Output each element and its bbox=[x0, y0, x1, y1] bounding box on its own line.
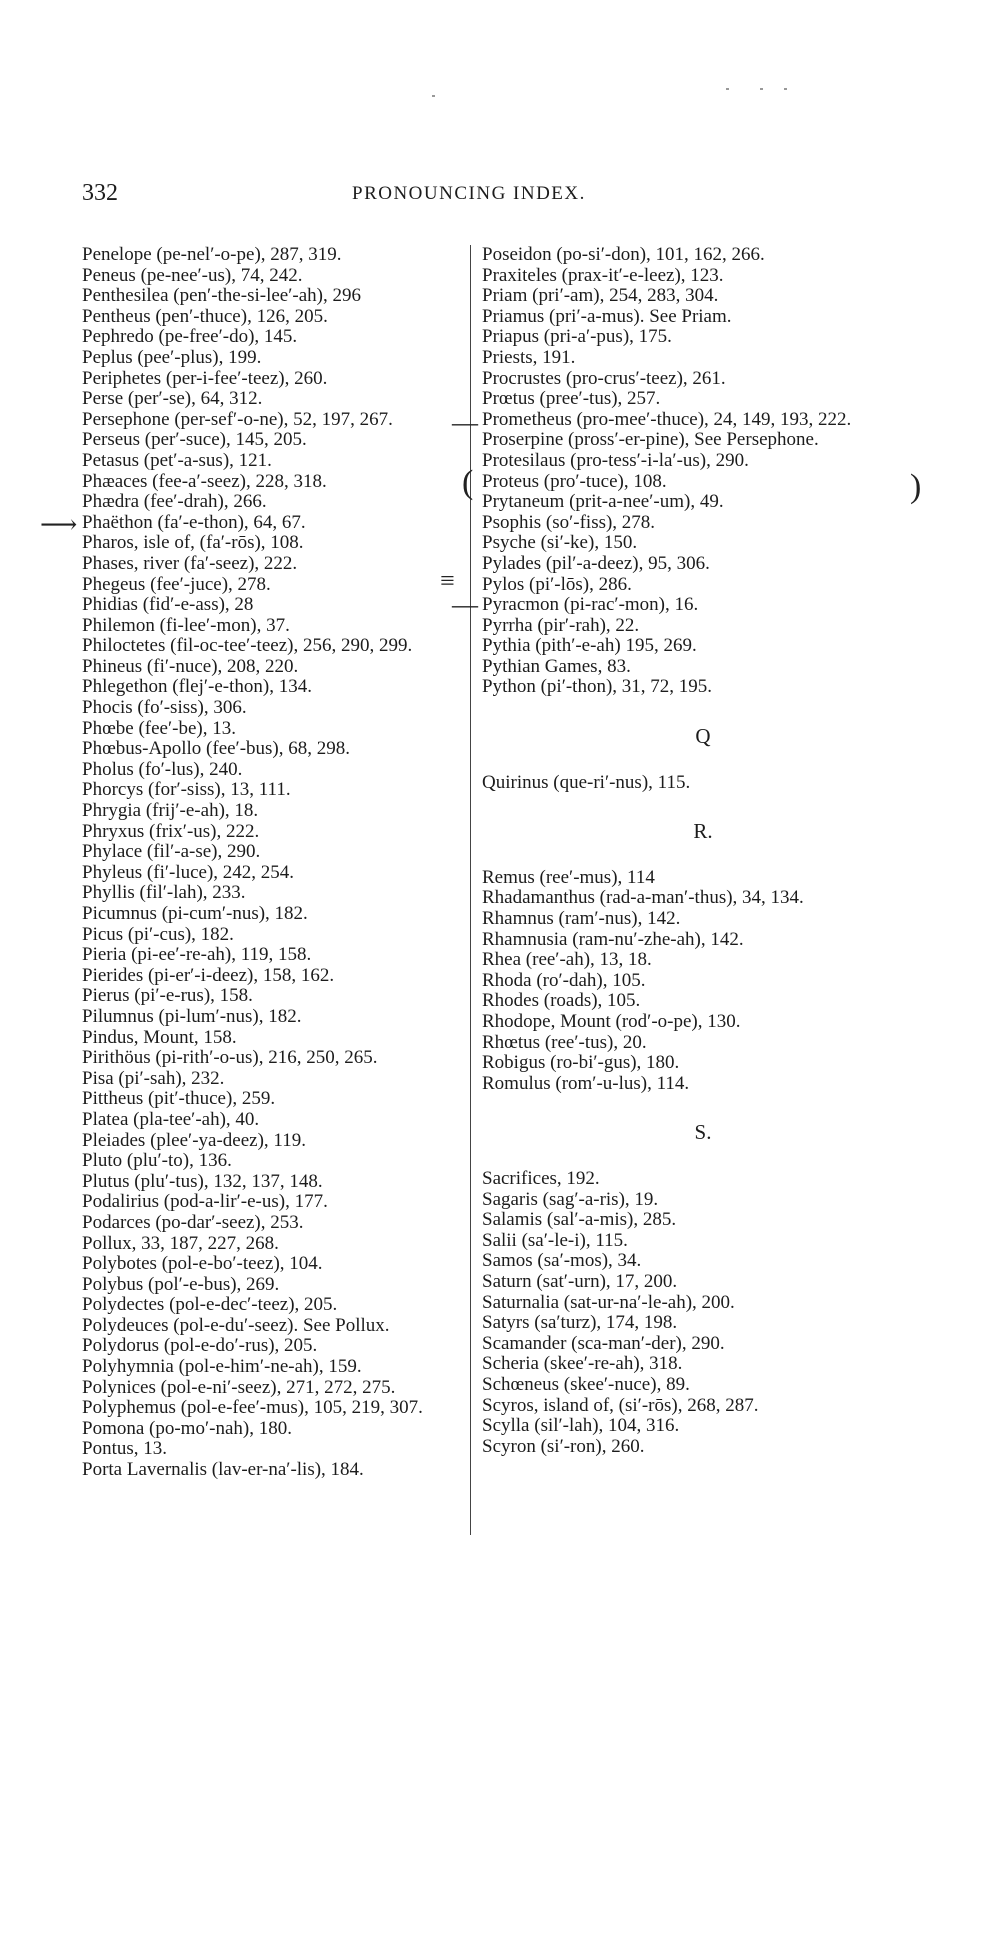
index-left-column bbox=[82, 245, 474, 1481]
index-entry: Phæaces (fee-a′-seez), 228, 318. bbox=[82, 470, 327, 492]
index-entry: Petasus (pet′-a-sus), 121. bbox=[82, 449, 272, 471]
index-entry: Penthesilea (pen′-the-si-lee′-ah), 296 bbox=[82, 285, 361, 307]
index-entry: Python (pi′-thon), 31, 72, 195. bbox=[482, 676, 713, 698]
index-entry: Rhoda (ro′-dah), 105. bbox=[482, 969, 646, 991]
index-entry: Pieria (pi-ee′-re-ah), 119, 158. bbox=[82, 944, 312, 966]
index-entry: Priests, 191. bbox=[482, 346, 576, 368]
index-entry: Philemon (fi-lee′-mon), 37. bbox=[82, 614, 290, 636]
index-entry: Phyleus (fi′-luce), 242, 254. bbox=[82, 861, 295, 883]
index-entry: Podalirius (pod-a-lir′-e-us), 177. bbox=[82, 1191, 328, 1213]
index-entry: Phaëthon (fa′-e-thon), 64, 67. bbox=[82, 511, 306, 533]
index-entry: Pittheus (pit′-thuce), 259. bbox=[82, 1088, 276, 1110]
index-entry: Polynices (pol-e-ni′-seez), 271, 272, 275. bbox=[82, 1376, 396, 1398]
index-entry: Phegeus (fee′-juce), 278. bbox=[82, 573, 271, 595]
index-entry: Quirinus (que-ri′-nus), 115. bbox=[482, 771, 691, 793]
index-entry: Saturn (sat′-urn), 17, 200. bbox=[482, 1270, 678, 1292]
index-entry: Priamus (pri′-a-mus). See Priam. bbox=[482, 305, 732, 327]
index-entry: Pindus, Mount, 158. bbox=[82, 1026, 237, 1048]
section-letter-s: S. bbox=[694, 1120, 712, 1145]
page-number: 332 bbox=[82, 180, 118, 206]
index-entry: Polydeuces (pol-e-du′-seez). See Pollux. bbox=[82, 1314, 390, 1336]
index-entry: Remus (ree′-mus), 114 bbox=[482, 866, 655, 888]
index-entry: Phases, river (fa′-seez), 222. bbox=[82, 552, 298, 574]
index-entry: Saturnalia (sat-ur-na′-le-ah), 200. bbox=[482, 1291, 735, 1313]
index-entry: Phœbus-Apollo (fee′-bus), 68, 298. bbox=[82, 738, 351, 760]
index-entry: Phidias (fid′-e-ass), 28 bbox=[82, 594, 254, 616]
speck bbox=[760, 88, 763, 90]
index-entry: Polybotes (pol-e-bo′-teez), 104. bbox=[82, 1253, 323, 1275]
index-entry: Psophis (so′-fiss), 278. bbox=[482, 511, 656, 533]
index-entry: Perseus (per′-suce), 145, 205. bbox=[82, 429, 307, 451]
index-entry: Rhodes (roads), 105. bbox=[482, 990, 641, 1012]
s-entries bbox=[482, 1169, 924, 1457]
index-entry: Phocis (fo′-siss), 306. bbox=[82, 697, 247, 719]
r-entries bbox=[482, 868, 924, 1095]
index-entry: Pleiades (plee′-ya-deez), 119. bbox=[82, 1129, 306, 1151]
speck bbox=[726, 88, 729, 90]
index-entry: Protesilaus (pro-tess′-i-la′-us), 290. bbox=[482, 449, 749, 471]
index-entry: Pephredo (pe-free′-do), 145. bbox=[82, 326, 298, 348]
index-entry: Pollux, 33, 187, 227, 268. bbox=[82, 1232, 279, 1254]
index-entry: Scyros, island of, (si′-rōs), 268, 287. bbox=[482, 1394, 759, 1416]
index-entry: Pythia (pith′-e-ah) 195, 269. bbox=[482, 635, 697, 657]
index-entry: Polyhymnia (pol-e-him′-ne-ah), 159. bbox=[82, 1356, 362, 1378]
index-entry: Picumnus (pi-cum′-nus), 182. bbox=[82, 903, 308, 924]
index-entry: Peneus (pe-nee′-us), 74, 242. bbox=[82, 264, 303, 286]
index-entry: Poseidon (po-si′-don), 101, 162, 266. bbox=[482, 244, 765, 265]
index-entry: Phædra (fee′-drah), 266. bbox=[82, 491, 267, 513]
index-entry: Phineus (fi′-nuce), 208, 220. bbox=[82, 655, 299, 677]
index-entry: Prometheus (pro-mee′-thuce), 24, 149, 193, 222. bbox=[482, 408, 852, 430]
index-entry: Samos (sa′-mos), 34. bbox=[482, 1250, 642, 1272]
index-entry: Procrustes (pro-crus′-teez), 261. bbox=[482, 367, 726, 389]
index-entry: Salii (sa′-le-i), 115. bbox=[482, 1229, 628, 1251]
index-entry: Polyphemus (pol-e-fee′-mus), 105, 219, 307. bbox=[82, 1397, 423, 1419]
index-entry: Pylos (pi′-lōs), 286. bbox=[482, 573, 632, 595]
index-entry: Periphetes (per-i-fee′-teez), 260. bbox=[82, 367, 328, 389]
index-entry: Porta Lavernalis (lav-er-na′-lis), 184. bbox=[82, 1459, 364, 1481]
index-entry: Phryxus (frix′-us), 222. bbox=[82, 820, 260, 842]
index-entry: Perse (per′-se), 64, 312. bbox=[82, 388, 263, 410]
section-letter-r: R. bbox=[693, 819, 713, 844]
index-entry: Podarces (po-dar′-seez), 253. bbox=[82, 1211, 304, 1233]
index-entry: Picus (pi′-cus), 182. bbox=[82, 923, 234, 945]
index-entry: Sagaris (sag′-a-ris), 19. bbox=[482, 1188, 659, 1210]
index-entry: Phylace (fil′-a-se), 290. bbox=[82, 841, 261, 863]
index-entry: Pierides (pi-er′-i-deez), 158, 162. bbox=[82, 964, 335, 986]
pencil-tick-mark: ≡ bbox=[440, 566, 455, 595]
index-entry: Phrygia (frij′-e-ah), 18. bbox=[82, 800, 259, 822]
index-entry: Phœbe (fee′-be), 13. bbox=[82, 717, 236, 739]
index-entry: Scylla (sil′-lah), 104, 316. bbox=[482, 1415, 680, 1437]
index-entry: Phlegethon (flej′-e-thon), 134. bbox=[82, 676, 312, 698]
pencil-arrow-mark: ⟶ bbox=[40, 510, 78, 539]
index-entry: Praxiteles (prax-it′-e-leez), 123. bbox=[482, 264, 724, 286]
index-entry: Satyrs (sa′turz), 174, 198. bbox=[482, 1312, 678, 1334]
index-entry: Salamis (sal′-a-mis), 285. bbox=[482, 1209, 677, 1231]
index-entry: Rhadamanthus (rad-a-man′-thus), 34, 134. bbox=[482, 887, 804, 909]
index-entry: Romulus (rom′-u-lus), 114. bbox=[482, 1072, 690, 1094]
index-entry: Polydectes (pol-e-dec′-teez), 205. bbox=[82, 1294, 338, 1316]
right-p-entries bbox=[482, 245, 924, 698]
index-entry: Priapus (pri-a′-pus), 175. bbox=[482, 326, 672, 348]
index-entry: Pierus (pi′-e-rus), 158. bbox=[82, 985, 253, 1007]
index-entry: Pythian Games, 83. bbox=[482, 655, 631, 677]
index-entry: Pomona (po-mo′-nah), 180. bbox=[82, 1417, 292, 1439]
index-entry: Rhodope, Mount (rod′-o-pe), 130. bbox=[482, 1011, 741, 1032]
index-entry: Pyracmon (pi-rac′-mon), 16. bbox=[482, 594, 699, 616]
index-entry: Polydorus (pol-e-do′-rus), 205. bbox=[82, 1335, 318, 1357]
index-entry: Scyron (si′-ron), 260. bbox=[482, 1435, 645, 1457]
index-entry: Proteus (pro′-tuce), 108. bbox=[482, 470, 667, 492]
index-entry: Polybus (pol′-e-bus), 269. bbox=[82, 1273, 280, 1295]
index-entry: Prœtus (pree′-tus), 257. bbox=[482, 388, 661, 410]
index-entry: Schœneus (skee′-nuce), 89. bbox=[482, 1373, 690, 1395]
index-entry: Rhamnusia (ram-nu′-zhe-ah), 142. bbox=[482, 928, 744, 950]
index-entry: Prytaneum (prit-a-nee′-um), 49. bbox=[482, 491, 724, 513]
index-entry: Phorcys (for′-siss), 13, 111. bbox=[82, 779, 291, 801]
index-entry: Proserpine (pross′-er-pine), See Persephone. bbox=[482, 429, 819, 451]
index-entry: Scamander (sca-man′-der), 290. bbox=[482, 1332, 725, 1354]
index-entry: Platea (pla-tee′-ah), 40. bbox=[82, 1108, 260, 1130]
speck bbox=[784, 88, 787, 90]
index-entry: Psyche (si′-ke), 150. bbox=[482, 532, 638, 554]
index-entry: Sacrifices, 192. bbox=[482, 1167, 600, 1189]
index-entry: Pontus, 13. bbox=[82, 1438, 167, 1460]
index-entry: Pisa (pi′-sah), 232. bbox=[82, 1067, 225, 1089]
q-entries bbox=[482, 773, 924, 794]
pencil-bracket-mark: ) bbox=[910, 468, 922, 505]
pencil-tick-mark: — bbox=[452, 590, 478, 619]
index-entry: Rhea (ree′-ah), 13, 18. bbox=[482, 949, 652, 971]
index-entry: Phyllis (fil′-lah), 233. bbox=[82, 882, 246, 904]
pencil-tick-mark: — bbox=[452, 408, 478, 437]
index-entry: Priam (pri′-am), 254, 283, 304. bbox=[482, 285, 719, 307]
index-entry: Pyrrha (pir′-rah), 22. bbox=[482, 614, 640, 636]
index-entry: Pirithöus (pi-rith′-o-us), 216, 250, 265. bbox=[82, 1047, 378, 1069]
index-entry: Scheria (skee′-re-ah), 318. bbox=[482, 1353, 683, 1375]
index-entry: Pylades (pil′-a-deez), 95, 306. bbox=[482, 552, 710, 574]
index-entry: Pholus (fo′-lus), 240. bbox=[82, 758, 243, 780]
index-entry: Peplus (pee′-plus), 199. bbox=[82, 346, 262, 368]
index-entry: Robigus (ro-bi′-gus), 180. bbox=[482, 1052, 680, 1074]
index-entry: Rhamnus (ram′-nus), 142. bbox=[482, 908, 681, 930]
index-entry: Rhœtus (ree′-tus), 20. bbox=[482, 1031, 647, 1053]
index-entry: Pentheus (pen′-thuce), 126, 205. bbox=[82, 305, 328, 327]
index-entry: Pharos, isle of, (fa′-rōs), 108. bbox=[82, 532, 304, 554]
index-entry: Pluto (plu′-to), 136. bbox=[82, 1150, 232, 1172]
index-entry: Pilumnus (pi-lum′-nus), 182. bbox=[82, 1005, 302, 1027]
index-entry: Philoctetes (fil-oc-tee′-teez), 256, 290, 299. bbox=[82, 635, 413, 657]
section-letter-q: Q bbox=[695, 724, 711, 749]
index-entry: Plutus (plu′-tus), 132, 137, 148. bbox=[82, 1170, 323, 1192]
index-right-column bbox=[482, 245, 924, 1457]
index-entry: Persephone (per-sef′-o-ne), 52, 197, 267. bbox=[82, 408, 393, 430]
speck bbox=[432, 95, 435, 97]
pencil-bracket-mark: ( bbox=[462, 464, 474, 501]
running-head: PRONOUNCING INDEX. bbox=[352, 183, 586, 204]
index-entry: Penelope (pe-nel′-o-pe), 287, 319. bbox=[82, 244, 342, 265]
